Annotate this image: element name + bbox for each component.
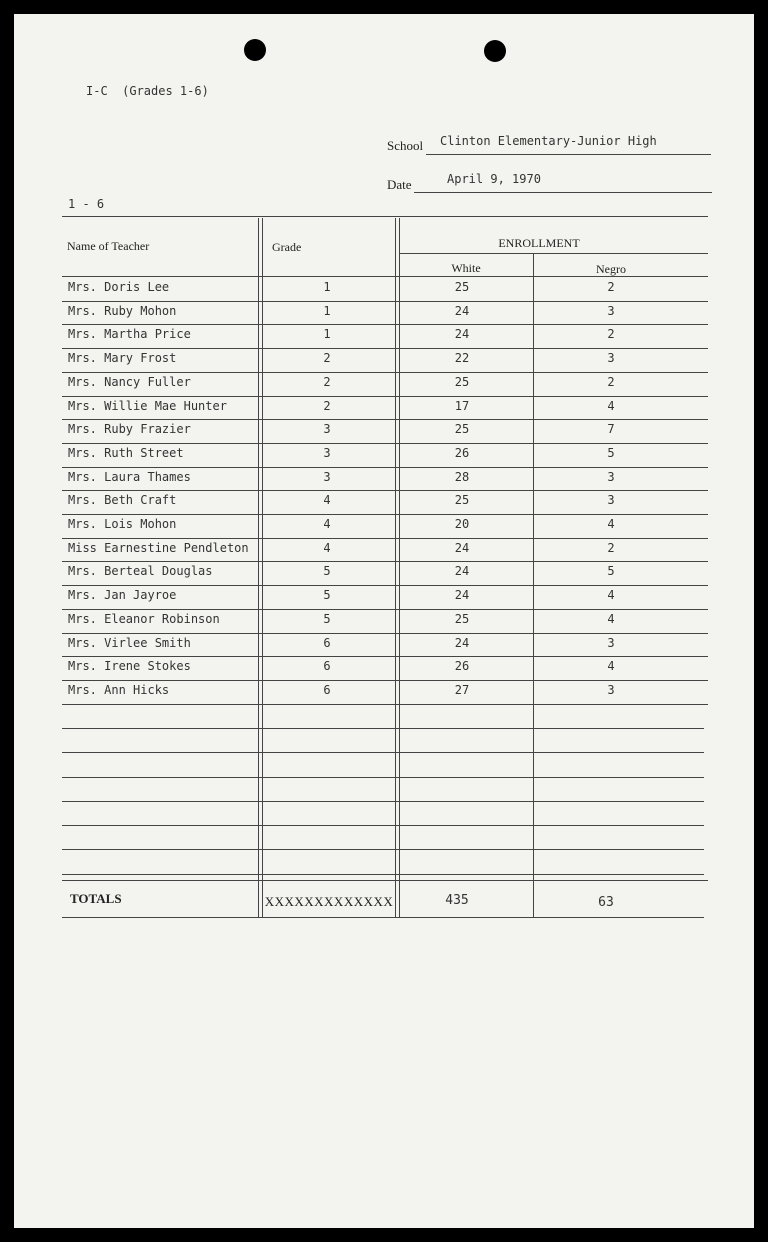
grade-value: 3 [323,469,331,484]
date-label: Date [387,177,412,192]
negro-count: 3 [607,635,615,650]
table-row-rule [62,538,708,539]
totals-white: 435 [445,893,469,908]
white-count: 25 [454,493,470,508]
school-underline [426,154,711,155]
teacher-name: Mrs. Ann Hicks [68,682,170,697]
table-row-rule [62,443,708,444]
teacher-name: Mrs. Ruby Frazier [68,422,191,437]
negro-count: 4 [607,588,615,603]
teacher-name: Miss Earnestine Pendleton [68,540,249,555]
table-row-rule [62,324,708,325]
totals-negro: 63 [598,895,614,910]
white-count: 24 [454,588,470,603]
white-count: 24 [454,303,470,318]
grade-value: 4 [323,493,331,508]
empty-row-rule [62,801,704,802]
negro-count: 5 [607,445,615,460]
white-count: 26 [454,445,470,460]
school-value: Clinton Elementary-Junior High [440,134,657,148]
grade-value: 1 [323,327,331,342]
teacher-name: Mrs. Virlee Smith [68,635,191,650]
date-value: April 9, 1970 [447,172,541,186]
totals-bottom-rule [62,917,704,918]
negro-count: 2 [607,280,615,294]
date-underline [414,192,712,193]
teacher-name: Mrs. Beth Craft [68,493,177,508]
col-divider [258,218,259,918]
grade-value: 2 [323,351,331,366]
table-row-rule [62,585,708,586]
white-count: 24 [454,635,470,650]
white-count: 28 [454,469,470,484]
grade-value: 2 [323,374,331,389]
grade-value: 1 [323,303,331,318]
table-row-rule [62,419,708,420]
table-row-rule [62,609,708,610]
negro-count: 3 [607,469,615,484]
totals-grade: XXXXXXXXXXXXX [264,894,394,909]
table-row-rule [62,514,708,515]
empty-row-rule [62,825,704,826]
negro-count: 3 [607,682,615,697]
school-label: School [387,138,424,153]
negro-count: 4 [607,398,615,413]
form-code: I-C (Grades 1-6) [86,84,209,98]
negro-count: 3 [607,493,615,508]
empty-row-rule [62,752,704,753]
header-white: White [451,261,481,275]
white-count: 25 [454,611,470,626]
grade-value: 6 [323,659,331,674]
negro-count: 2 [607,327,615,342]
grade-value: 5 [323,588,331,603]
header-bottom-rule [62,276,708,277]
negro-count: 3 [607,351,615,366]
grade-value: 6 [323,635,331,650]
table-row-rule [62,561,708,562]
teacher-name: Mrs. Willie Mae Hunter [68,398,227,413]
grade-value: 5 [323,611,331,626]
white-count: 26 [454,659,470,674]
white-count: 24 [454,564,470,579]
table-row-rule [62,633,708,634]
white-count: 22 [454,351,470,366]
empty-row-rule [62,728,704,729]
empty-row-rule [62,874,704,875]
grade-value: 3 [323,422,331,437]
teacher-name: Mrs. Irene Stokes [68,659,191,674]
table-row-rule [62,704,708,705]
teacher-name: Mrs. Mary Frost [68,351,177,366]
header-grade: Grade [272,240,302,254]
table-row-rule [62,656,708,657]
table-row-rule [62,372,708,373]
empty-row-rule [62,849,704,850]
grade-range: 1 - 6 [68,197,105,211]
white-count: 27 [454,682,470,697]
white-count: 17 [454,398,470,413]
grade-value: 4 [323,517,331,531]
punch-hole-right [484,40,506,62]
teacher-name: Mrs. Lois Mohon [68,517,177,531]
teacher-name: Mrs. Nancy Fuller [68,374,191,389]
negro-count: 4 [607,517,615,531]
teacher-name: Mrs. Doris Lee [68,280,170,294]
grade-value: 3 [323,445,331,460]
enrollment-subrule [400,253,708,254]
grade-value: 2 [323,398,331,413]
table-row-rule [62,680,708,681]
negro-count: 2 [607,540,615,555]
negro-count: 4 [607,659,615,674]
teacher-name: Mrs. Martha Price [68,327,191,342]
negro-count: 4 [607,611,615,626]
negro-count: 7 [607,422,615,437]
table-row-rule [62,490,708,491]
empty-row-rule [62,777,704,778]
grade-value: 5 [323,564,331,579]
header-enrollment: ENROLLMENT [498,236,580,250]
grade-value: 6 [323,682,331,697]
white-count: 20 [454,517,470,531]
teacher-name: Mrs. Eleanor Robinson [68,611,220,626]
table-row-rule [62,467,708,468]
negro-count: 2 [607,374,615,389]
totals-top-rule [62,880,708,881]
white-count: 24 [454,540,470,555]
table-row-rule [62,348,708,349]
col-divider [399,218,400,918]
table-row-rule [62,301,708,302]
white-count: 25 [454,422,470,437]
table-top-rule [62,216,708,217]
negro-count: 3 [607,303,615,318]
col-divider [395,218,396,918]
punch-hole-left [244,39,266,61]
teacher-name: Mrs. Laura Thames [68,469,191,484]
header-teacher: Name of Teacher [67,239,150,253]
teacher-name: Mrs. Ruby Mohon [68,303,177,318]
white-count: 25 [454,374,470,389]
grade-value: 4 [323,540,331,555]
negro-count: 5 [607,564,615,579]
teacher-name: Mrs. Ruth Street [68,445,184,460]
teacher-name: Mrs. Berteal Douglas [68,564,213,579]
header-negro: Negro [596,262,626,276]
totals-label: TOTALS [70,891,122,906]
white-count: 25 [454,280,470,294]
teacher-name: Mrs. Jan Jayroe [68,588,177,603]
grade-value: 1 [323,280,331,294]
table-row-rule [62,396,708,397]
white-count: 24 [454,327,470,342]
